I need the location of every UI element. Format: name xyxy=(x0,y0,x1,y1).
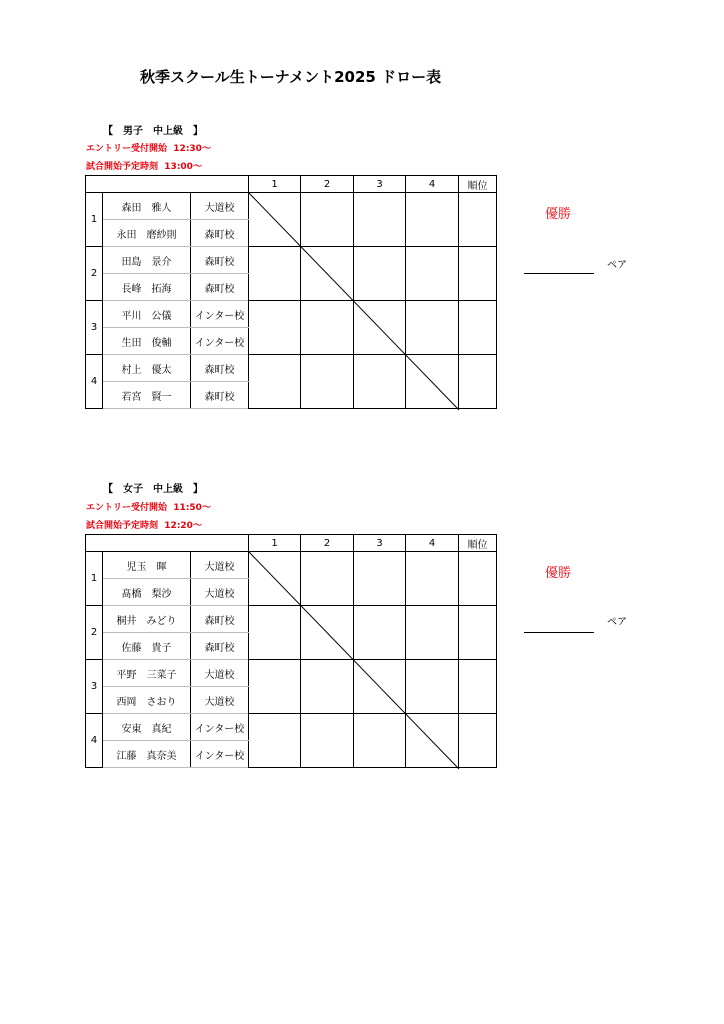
player-name: 長峰 拓海 xyxy=(103,274,191,301)
player-school: インター校 xyxy=(191,301,249,328)
player-school: インター校 xyxy=(191,328,249,355)
table-row xyxy=(86,301,497,328)
player-name: 髙橋 梨沙 xyxy=(103,579,191,606)
table-row xyxy=(86,552,497,579)
col-header: 2 xyxy=(301,176,354,193)
player-school: 大道校 xyxy=(191,687,249,714)
player-name: 生田 俊輔 xyxy=(103,328,191,355)
rank-cell xyxy=(459,606,497,660)
score-cell xyxy=(406,301,459,355)
player-school: 森町校 xyxy=(191,355,249,382)
score-cell xyxy=(249,301,301,355)
col-header: 順位 xyxy=(459,176,497,193)
rank-cell xyxy=(459,714,497,768)
score-cell xyxy=(354,660,406,714)
entry-label: エントリー受付開始 xyxy=(86,144,168,154)
score-cell xyxy=(301,193,354,247)
col-header: 3 xyxy=(354,535,406,552)
rank-cell xyxy=(459,247,497,301)
seed-number: 1 xyxy=(86,552,103,606)
header-blank xyxy=(86,176,249,193)
table-row xyxy=(86,660,497,687)
player-name: 若宮 賢一 xyxy=(103,382,191,409)
col-header: 順位 xyxy=(459,535,497,552)
player-name: 桐井 みどり xyxy=(103,606,191,633)
winner-blank-line-women xyxy=(524,632,594,633)
section-heading-women: 【 女子 中上級 】 xyxy=(103,484,203,495)
match-label: 試合開始予定時刻 xyxy=(86,521,159,531)
table-header-row xyxy=(86,176,497,193)
player-name: 安東 真紀 xyxy=(103,714,191,741)
match-time: 12:20〜 xyxy=(164,521,202,531)
player-name: 森田 雅人 xyxy=(103,193,191,220)
seed-number: 3 xyxy=(86,301,103,355)
rank-cell xyxy=(459,193,497,247)
player-name: 永田 磨紗則 xyxy=(103,220,191,247)
seed-number: 2 xyxy=(86,247,103,301)
score-cell xyxy=(301,714,354,768)
player-school: 森町校 xyxy=(191,274,249,301)
player-school: 森町校 xyxy=(191,247,249,274)
seed-number: 4 xyxy=(86,355,103,409)
match-label: 試合開始予定時刻 xyxy=(86,162,159,172)
seed-number: 1 xyxy=(86,193,103,247)
score-cell xyxy=(354,247,406,301)
col-header: 1 xyxy=(249,176,301,193)
score-cell xyxy=(301,606,354,660)
player-school: 大道校 xyxy=(191,552,249,579)
entry-info-women xyxy=(86,500,211,513)
match-info-men xyxy=(86,159,202,172)
table-row xyxy=(86,714,497,741)
winner-label-women: 優勝 xyxy=(545,566,572,581)
score-cell xyxy=(406,247,459,301)
table-row xyxy=(86,193,497,220)
player-school: 森町校 xyxy=(191,382,249,409)
player-name: 佐藤 貴子 xyxy=(103,633,191,660)
col-header: 2 xyxy=(301,535,354,552)
score-cell xyxy=(249,355,301,409)
entry-info-men xyxy=(86,141,211,154)
player-school: インター校 xyxy=(191,714,249,741)
player-school: インター校 xyxy=(191,741,249,768)
score-cell xyxy=(249,193,301,247)
player-school: 森町校 xyxy=(191,220,249,247)
section-heading-men: 【 男子 中上級 】 xyxy=(103,126,203,137)
score-cell xyxy=(249,247,301,301)
col-header: 3 xyxy=(354,176,406,193)
table-header-row xyxy=(86,535,497,552)
score-cell xyxy=(354,355,406,409)
score-cell xyxy=(406,606,459,660)
pair-label-men: ペア xyxy=(607,260,627,271)
score-cell xyxy=(354,193,406,247)
score-cell xyxy=(406,552,459,606)
player-name: 江藤 真奈美 xyxy=(103,741,191,768)
score-cell xyxy=(406,193,459,247)
score-cell xyxy=(249,606,301,660)
score-cell xyxy=(301,247,354,301)
score-cell xyxy=(301,660,354,714)
player-name: 田島 景介 xyxy=(103,247,191,274)
score-cell xyxy=(301,552,354,606)
table-row xyxy=(86,247,497,274)
player-name: 村上 優太 xyxy=(103,355,191,382)
rank-cell xyxy=(459,355,497,409)
header-blank xyxy=(86,535,249,552)
rank-cell xyxy=(459,660,497,714)
score-cell xyxy=(301,355,354,409)
draw-table-men xyxy=(85,175,497,409)
rank-cell xyxy=(459,301,497,355)
score-cell xyxy=(249,660,301,714)
table-row xyxy=(86,355,497,382)
score-cell xyxy=(249,714,301,768)
score-cell xyxy=(354,301,406,355)
winner-label-men: 優勝 xyxy=(545,207,572,222)
player-school: 森町校 xyxy=(191,633,249,660)
player-name: 平川 公儀 xyxy=(103,301,191,328)
page-title: 秋季スクール生トーナメント2025 ドロー表 xyxy=(140,68,442,86)
score-cell xyxy=(406,660,459,714)
draw-table-women xyxy=(85,534,497,768)
score-cell xyxy=(354,552,406,606)
match-info-women xyxy=(86,518,202,531)
seed-number: 4 xyxy=(86,714,103,768)
match-time: 13:00〜 xyxy=(164,162,202,172)
winner-blank-line-men xyxy=(524,273,594,274)
player-school: 大道校 xyxy=(191,660,249,687)
table-row xyxy=(86,606,497,633)
player-school: 大道校 xyxy=(191,579,249,606)
score-cell xyxy=(354,606,406,660)
col-header: 4 xyxy=(406,176,459,193)
player-school: 森町校 xyxy=(191,606,249,633)
col-header: 1 xyxy=(249,535,301,552)
player-name: 児玉 暉 xyxy=(103,552,191,579)
entry-time: 12:30〜 xyxy=(173,144,211,154)
rank-cell xyxy=(459,552,497,606)
score-cell xyxy=(406,714,459,768)
score-cell xyxy=(354,714,406,768)
score-cell xyxy=(301,301,354,355)
player-name: 西岡 さおり xyxy=(103,687,191,714)
seed-number: 2 xyxy=(86,606,103,660)
player-name: 平野 三菜子 xyxy=(103,660,191,687)
pair-label-women: ペア xyxy=(607,617,627,628)
entry-time: 11:50〜 xyxy=(173,503,211,513)
score-cell xyxy=(249,552,301,606)
score-cell xyxy=(406,355,459,409)
player-school: 大道校 xyxy=(191,193,249,220)
seed-number: 3 xyxy=(86,660,103,714)
entry-label: エントリー受付開始 xyxy=(86,503,168,513)
col-header: 4 xyxy=(406,535,459,552)
